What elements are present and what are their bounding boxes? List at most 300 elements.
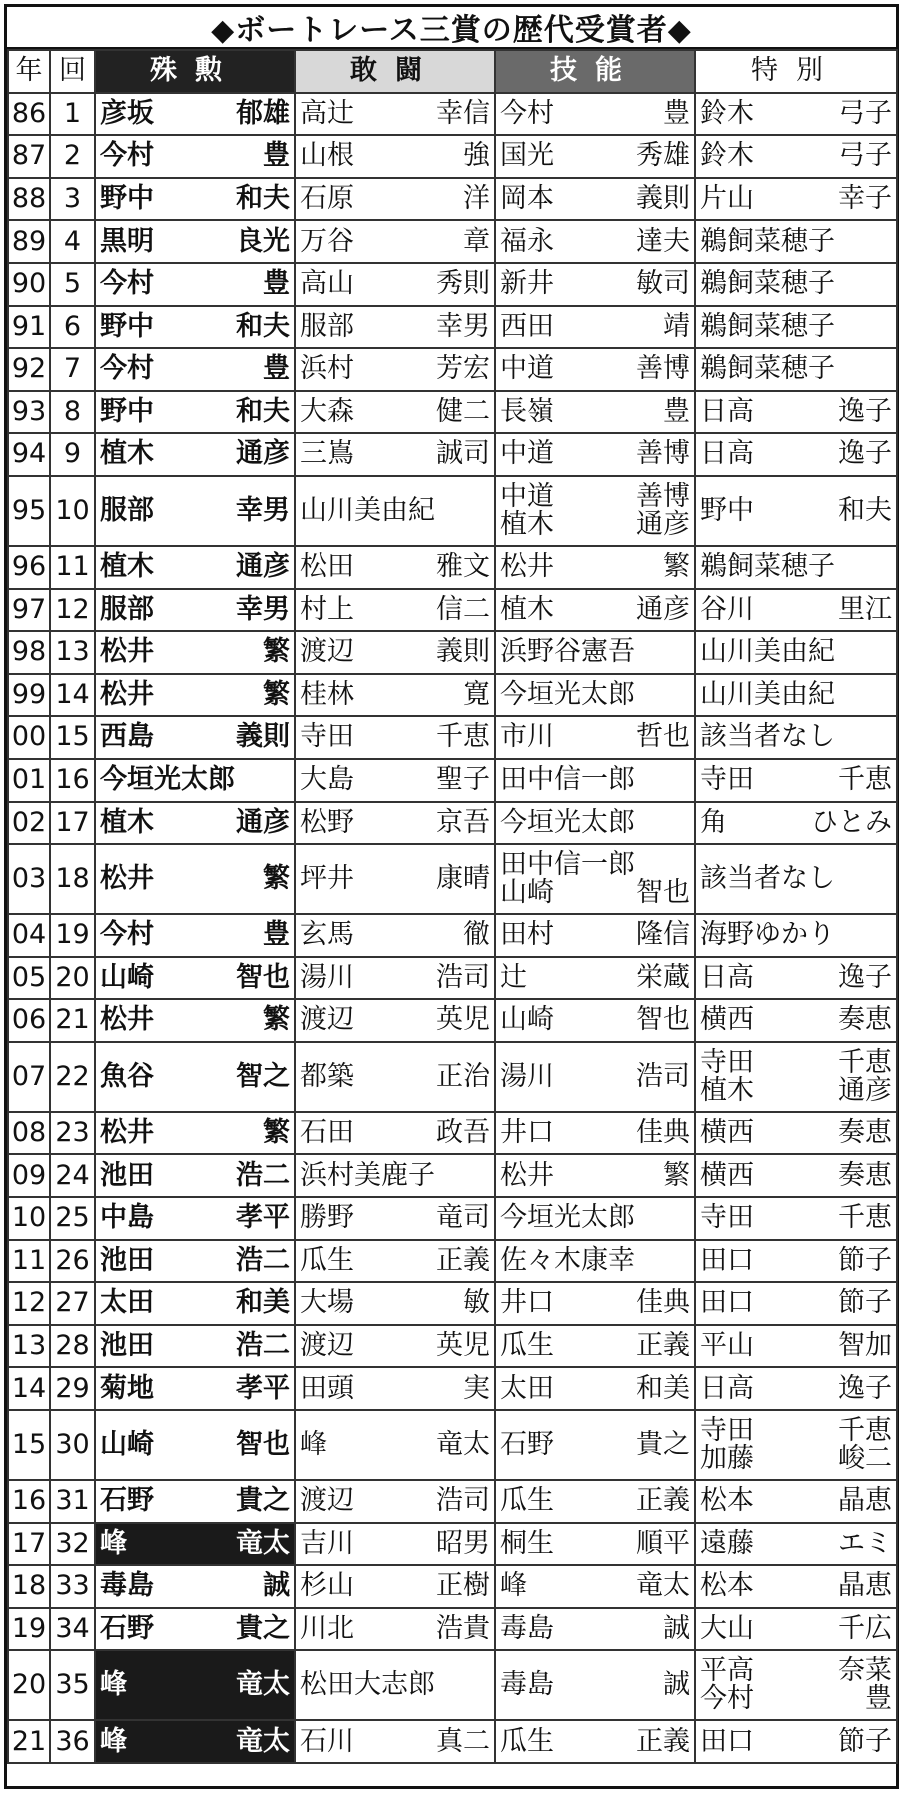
- person-name: [700, 1414, 892, 1446]
- person-name: [300, 1428, 490, 1460]
- kanto-cell: [295, 220, 495, 263]
- header-row: [8, 50, 897, 93]
- full-name: 鵜飼菜穂子: [700, 268, 835, 300]
- round-cell: 4: [50, 220, 95, 263]
- table-row: [8, 957, 897, 1000]
- round-cell: 13: [50, 631, 95, 674]
- tokubetsu-cell: [695, 716, 897, 759]
- gino-cell: [495, 1240, 695, 1283]
- full-name: 佐々木康幸: [500, 1244, 635, 1276]
- table-row: [8, 1042, 897, 1112]
- person-name: [300, 1572, 490, 1600]
- family-name: 横西: [700, 1159, 754, 1191]
- family-name: 松井: [100, 678, 154, 710]
- given-name: 信二: [436, 593, 490, 625]
- gino-cell: [495, 1325, 695, 1368]
- given-name: 順平: [636, 1527, 690, 1559]
- given-name: 奏恵: [838, 1159, 892, 1191]
- person-name: [300, 921, 490, 949]
- person-name: [100, 638, 290, 666]
- given-name: 幸男: [236, 494, 290, 526]
- round-cell: 35: [50, 1650, 95, 1720]
- year-cell: 17: [8, 1523, 50, 1566]
- family-name: 野中: [100, 310, 154, 342]
- family-name: 桂林: [300, 678, 354, 710]
- family-name: 角: [700, 806, 727, 838]
- round-cell: 12: [50, 589, 95, 632]
- family-name: 遠藤: [700, 1527, 754, 1559]
- kanto-cell: [295, 802, 495, 845]
- given-name: 浩二: [236, 1244, 290, 1276]
- family-name: 瓜生: [300, 1244, 354, 1276]
- person-name: [500, 848, 690, 880]
- person-name: [700, 862, 892, 894]
- given-name: 正義: [636, 1329, 690, 1361]
- family-name: 田口: [700, 1244, 754, 1276]
- given-name: 通彦: [636, 508, 690, 540]
- full-name: 浜村美鹿子: [300, 1159, 435, 1191]
- family-name: 服部: [100, 494, 154, 526]
- person-name: [500, 1671, 690, 1699]
- table-row: [8, 802, 897, 845]
- person-name: [100, 494, 290, 526]
- year-cell: 08: [8, 1112, 50, 1155]
- family-name: 植木: [100, 551, 154, 583]
- kanto-cell: [295, 589, 495, 632]
- year-cell: 90: [8, 263, 50, 306]
- year-cell: 03: [8, 844, 50, 914]
- person-name: [500, 1612, 690, 1644]
- year-cell: 88: [8, 178, 50, 221]
- given-name: 千恵: [838, 1046, 892, 1078]
- given-name: 栄蔵: [636, 961, 690, 993]
- person-name: [300, 270, 490, 298]
- table-row: [8, 1608, 897, 1651]
- given-name: 芳宏: [436, 353, 490, 385]
- given-name: 豊: [263, 353, 290, 385]
- family-name: 坪井: [300, 862, 354, 894]
- given-name: 哲也: [636, 721, 690, 753]
- year-cell: 01: [8, 759, 50, 802]
- table-row: [8, 135, 897, 178]
- given-name: 竜太: [636, 1570, 690, 1602]
- person-name: [500, 1487, 690, 1515]
- person-name: [100, 1671, 290, 1699]
- kanto-cell: [295, 716, 495, 759]
- shukun-cell: [95, 178, 295, 221]
- table-row: [8, 1282, 897, 1325]
- person-name: [300, 182, 490, 214]
- family-name: 松野: [300, 806, 354, 838]
- family-name: 日高: [700, 395, 754, 427]
- year-cell: 07: [8, 1042, 50, 1112]
- given-name: 貴之: [236, 1485, 290, 1517]
- person-name: [100, 678, 290, 710]
- family-name: 瓜生: [500, 1329, 554, 1361]
- person-name: [100, 395, 290, 427]
- shukun-cell: [95, 716, 295, 759]
- given-name: 浩二: [236, 1329, 290, 1361]
- family-name: 田口: [700, 1725, 754, 1757]
- family-name: 松本: [700, 1485, 754, 1517]
- gino-cell: [495, 589, 695, 632]
- family-name: 市川: [500, 721, 554, 753]
- person-name: [500, 1060, 690, 1092]
- table-row: [8, 546, 897, 589]
- given-name: 善博: [636, 480, 690, 512]
- tokubetsu-cell: [695, 391, 897, 434]
- kanto-cell: [295, 135, 495, 178]
- family-name: 井口: [500, 1287, 554, 1319]
- given-name: 千恵: [838, 1414, 892, 1446]
- full-name: 今垣光太郎: [500, 1202, 635, 1234]
- kanto-cell: [295, 1523, 495, 1566]
- person-name: [100, 225, 290, 257]
- person-name: [300, 593, 490, 625]
- family-name: 長嶺: [500, 395, 554, 427]
- given-name: 達夫: [636, 225, 690, 257]
- given-name: 竜太: [236, 1669, 290, 1701]
- kanto-cell: [295, 844, 495, 914]
- kanto-cell: [295, 1240, 495, 1283]
- family-name: 黒明: [100, 225, 154, 257]
- round-cell: 16: [50, 759, 95, 802]
- shukun-cell: [95, 220, 295, 263]
- person-name: [100, 1612, 290, 1644]
- given-name: 善博: [636, 353, 690, 385]
- round-cell: 26: [50, 1240, 95, 1283]
- person-name: [700, 1725, 892, 1757]
- shukun-cell: [95, 93, 295, 136]
- given-name: エミ: [838, 1527, 892, 1559]
- year-cell: 10: [8, 1197, 50, 1240]
- person-name: [700, 1445, 892, 1473]
- person-name: [100, 766, 290, 794]
- tokubetsu-cell: [695, 1197, 897, 1240]
- gino-cell: [495, 220, 695, 263]
- person-name: [500, 270, 690, 298]
- family-name: 万谷: [300, 225, 354, 257]
- round-cell: 24: [50, 1154, 95, 1197]
- person-name: [500, 1329, 690, 1361]
- gino-cell: [495, 1565, 695, 1608]
- round-cell: 30: [50, 1410, 95, 1480]
- round-cell: 23: [50, 1112, 95, 1155]
- given-name: 章: [463, 225, 490, 257]
- given-name: 逸子: [838, 961, 892, 993]
- person-name: [500, 1289, 690, 1317]
- given-name: 節子: [838, 1287, 892, 1319]
- kanto-cell: [295, 1197, 495, 1240]
- person-name: [100, 806, 290, 838]
- round-cell: 1: [50, 93, 95, 136]
- shukun-cell: [95, 1523, 295, 1566]
- table-row: [8, 1565, 897, 1608]
- shukun-cell: [95, 999, 295, 1042]
- person-name: [500, 1428, 690, 1460]
- person-name: [700, 1329, 892, 1361]
- given-name: 善博: [636, 438, 690, 470]
- family-name: 毒島: [500, 1669, 554, 1701]
- year-cell: 11: [8, 1240, 50, 1283]
- family-name: 川北: [300, 1612, 354, 1644]
- tokubetsu-cell: [695, 674, 897, 717]
- round-cell: 33: [50, 1565, 95, 1608]
- given-name: 秀雄: [636, 140, 690, 172]
- table-row: [8, 1410, 897, 1480]
- family-name: 菊地: [100, 1372, 154, 1404]
- family-name: 辻: [500, 961, 527, 993]
- table-row: [8, 999, 897, 1042]
- given-name: 通彦: [838, 1074, 892, 1106]
- given-name: 誠司: [436, 438, 490, 470]
- given-name: 峻二: [838, 1443, 892, 1475]
- table-row: [8, 914, 897, 957]
- tokubetsu-cell: [695, 135, 897, 178]
- kanto-cell: [295, 1367, 495, 1410]
- family-name: 中道: [500, 353, 554, 385]
- person-name: [300, 1060, 490, 1092]
- gino-cell: [495, 1523, 695, 1566]
- year-cell: 87: [8, 135, 50, 178]
- person-name: [300, 142, 490, 170]
- table-row: [8, 716, 897, 759]
- tokubetsu-cell: [695, 306, 897, 349]
- person-name: [700, 806, 892, 838]
- table-row: [8, 306, 897, 349]
- person-name: [300, 1204, 490, 1232]
- tokubetsu-cell: [695, 263, 897, 306]
- person-name: [500, 142, 690, 170]
- tokubetsu-cell: [695, 1608, 897, 1651]
- family-name: 今村: [100, 140, 154, 172]
- tokubetsu-cell: [695, 348, 897, 391]
- round-cell: 14: [50, 674, 95, 717]
- given-name: 正義: [636, 1485, 690, 1517]
- person-name: [700, 1074, 892, 1106]
- given-name: 豊: [263, 268, 290, 300]
- gino-cell: [495, 476, 695, 546]
- kanto-cell: [295, 1480, 495, 1523]
- given-name: 秀則: [436, 268, 490, 300]
- person-name: [500, 1725, 690, 1757]
- full-name: 浜野谷憲吾: [500, 636, 635, 668]
- gino-cell: [495, 999, 695, 1042]
- person-name: [500, 553, 690, 581]
- person-name: [100, 1159, 290, 1191]
- given-name: 晶恵: [838, 1570, 892, 1602]
- person-name: [500, 97, 690, 129]
- year-cell: 86: [8, 93, 50, 136]
- shukun-cell: [95, 589, 295, 632]
- given-name: 正樹: [436, 1570, 490, 1602]
- family-name: 山崎: [500, 877, 554, 909]
- awards-body: [8, 93, 897, 1763]
- person-name: [700, 1685, 892, 1713]
- gino-cell: [495, 1410, 695, 1480]
- kanto-cell: [295, 306, 495, 349]
- person-name: [700, 1244, 892, 1276]
- table-row: [8, 1480, 897, 1523]
- shukun-cell: [95, 1282, 295, 1325]
- gino-cell: [495, 1650, 695, 1720]
- person-name: [300, 1159, 490, 1191]
- given-name: 智也: [236, 1428, 290, 1460]
- awards-table: [7, 49, 898, 1764]
- given-name: 繁: [263, 636, 290, 668]
- given-name: 正治: [436, 1060, 490, 1092]
- person-name: [100, 1060, 290, 1092]
- table-row: [8, 1650, 897, 1720]
- year-cell: 97: [8, 589, 50, 632]
- year-cell: 06: [8, 999, 50, 1042]
- person-name: [500, 1244, 690, 1276]
- family-name: 山根: [300, 140, 354, 172]
- tokubetsu-cell: [695, 1240, 897, 1283]
- shukun-cell: [95, 844, 295, 914]
- family-name: 新井: [500, 268, 554, 300]
- family-name: 福永: [500, 225, 554, 257]
- tokubetsu-cell: [695, 759, 897, 802]
- family-name: 峰: [500, 1570, 527, 1602]
- gino-cell: [495, 1608, 695, 1651]
- person-name: [100, 593, 290, 625]
- family-name: 瓜生: [500, 1485, 554, 1517]
- family-name: 彦坂: [100, 97, 154, 129]
- person-name: [700, 142, 892, 170]
- shukun-cell: [95, 1112, 295, 1155]
- given-name: 義則: [436, 636, 490, 668]
- year-cell: 00: [8, 716, 50, 759]
- person-name: [500, 766, 690, 794]
- gino-cell: [495, 348, 695, 391]
- family-name: 松田: [300, 551, 354, 583]
- gino-cell: [495, 759, 695, 802]
- round-cell: 31: [50, 1480, 95, 1523]
- round-cell: 15: [50, 716, 95, 759]
- person-name: [500, 678, 690, 710]
- shukun-cell: [95, 1650, 295, 1720]
- family-name: 谷川: [700, 593, 754, 625]
- given-name: 良光: [236, 225, 290, 257]
- family-name: 服部: [100, 593, 154, 625]
- person-name: [300, 678, 490, 710]
- given-name: 聖子: [436, 764, 490, 796]
- round-cell: 10: [50, 476, 95, 546]
- person-name: [300, 310, 490, 342]
- person-name: [700, 1289, 892, 1317]
- tokubetsu-cell: [695, 1480, 897, 1523]
- person-name: [500, 961, 690, 993]
- family-name: 野中: [100, 395, 154, 427]
- person-name: [300, 355, 490, 383]
- table-row: [8, 759, 897, 802]
- given-name: 通彦: [236, 438, 290, 470]
- shukun-cell: [95, 1042, 295, 1112]
- given-name: 豊: [865, 1683, 892, 1715]
- person-name: [100, 1119, 290, 1147]
- person-name: [300, 1119, 490, 1147]
- given-name: 弓子: [838, 140, 892, 172]
- person-name: [500, 182, 690, 214]
- gino-cell: [495, 957, 695, 1000]
- given-name: 和夫: [838, 494, 892, 526]
- person-name: [500, 723, 690, 751]
- family-name: 植木: [500, 593, 554, 625]
- given-name: 昭男: [436, 1527, 490, 1559]
- round-cell: 25: [50, 1197, 95, 1240]
- given-name: 千恵: [436, 721, 490, 753]
- given-name: 和夫: [236, 395, 290, 427]
- family-name: 野中: [100, 182, 154, 214]
- given-name: 浩司: [636, 1060, 690, 1092]
- round-cell: 5: [50, 263, 95, 306]
- family-name: 日高: [700, 961, 754, 993]
- family-name: 湯川: [500, 1060, 554, 1092]
- given-name: 雅文: [436, 551, 490, 583]
- family-name: 平山: [700, 1329, 754, 1361]
- person-name: [500, 225, 690, 257]
- round-cell: 2: [50, 135, 95, 178]
- year-cell: 18: [8, 1565, 50, 1608]
- family-name: 石野: [100, 1485, 154, 1517]
- kanto-cell: [295, 999, 495, 1042]
- family-name: 太田: [100, 1287, 154, 1319]
- given-name: 千広: [838, 1612, 892, 1644]
- family-name: 渡辺: [300, 636, 354, 668]
- person-name: [500, 395, 690, 427]
- person-name: [500, 1372, 690, 1404]
- table-row: [8, 433, 897, 476]
- tokubetsu-cell: [695, 844, 897, 914]
- full-name: 海野ゆかり: [700, 919, 835, 951]
- family-name: 植木: [700, 1074, 754, 1106]
- gino-cell: [495, 1282, 695, 1325]
- person-name: [700, 310, 892, 342]
- given-name: 智加: [838, 1329, 892, 1361]
- person-name: [700, 1372, 892, 1404]
- year-cell: 13: [8, 1325, 50, 1368]
- given-name: 和夫: [236, 182, 290, 214]
- page-title: ◆ボートレース三賞の歴代受賞者◆: [7, 7, 896, 49]
- shukun-cell: [95, 1410, 295, 1480]
- tokubetsu-cell: [695, 1112, 897, 1155]
- full-name: 田中信一郎: [500, 764, 635, 796]
- full-name: 今垣光太郎: [500, 678, 635, 710]
- table-row: [8, 1154, 897, 1197]
- gino-cell: [495, 1197, 695, 1240]
- given-name: 浩二: [236, 1159, 290, 1191]
- person-name: [100, 310, 290, 342]
- person-name: [500, 310, 690, 342]
- person-name: [700, 494, 892, 526]
- family-name: 桐生: [500, 1527, 554, 1559]
- gino-cell: [495, 135, 695, 178]
- round-cell: 20: [50, 957, 95, 1000]
- given-name: 誠: [663, 1669, 690, 1701]
- tokubetsu-cell: [695, 476, 897, 546]
- table-row: [8, 1720, 897, 1763]
- family-name: 横西: [700, 1117, 754, 1148]
- family-name: 平高: [700, 1655, 754, 1687]
- person-name: [100, 1372, 290, 1404]
- table-row: [8, 476, 897, 546]
- given-name: 繁: [263, 862, 290, 894]
- round-cell: 17: [50, 802, 95, 845]
- year-cell: 93: [8, 391, 50, 434]
- family-name: 寺田: [700, 1414, 754, 1446]
- family-name: 岡本: [500, 182, 554, 214]
